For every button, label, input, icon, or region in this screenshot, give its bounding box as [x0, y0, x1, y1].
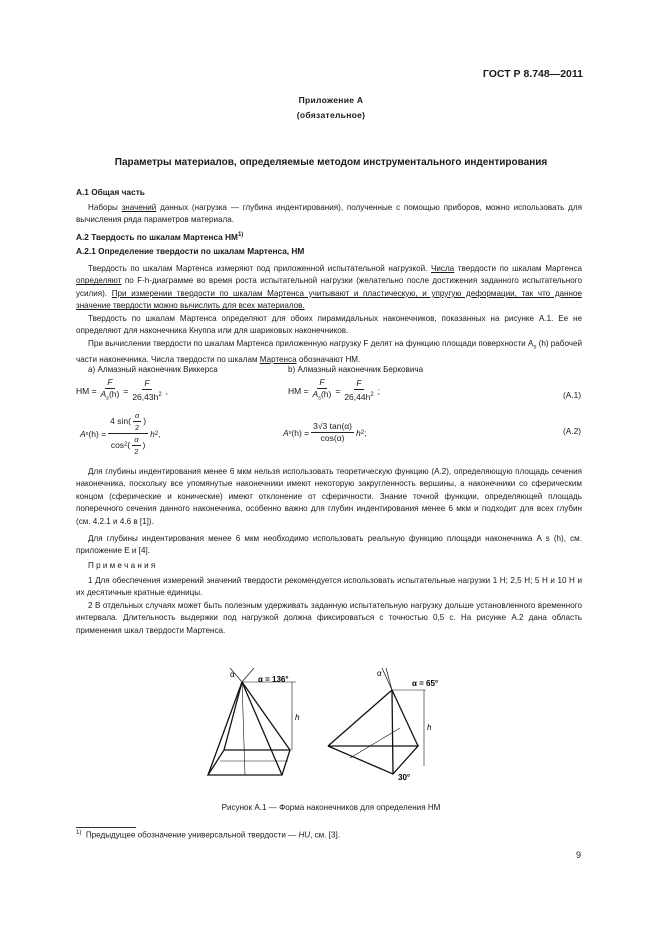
- alpha-right-label: α: [377, 669, 382, 678]
- section-a21-heading: А.2.1 Определение твердости по шкалам Мартенса, НМ: [76, 246, 305, 256]
- equation-number-a2: (A.2): [563, 426, 581, 436]
- angle-label-136: α = 136°: [258, 675, 289, 684]
- page-number: 9: [575, 850, 581, 860]
- paragraph-martens-3: При вычислении твердости по шкалам Мартенса приложенную нагрузку F делят на функцию площади поверхности $A_s$ (h) рабочей части наконечника. Числа твердости по шкалам Мартенса обозначают НМ.: [76, 339, 583, 365]
- case-a-vickers: а) Алмазный наконечник Виккерса: [88, 365, 218, 374]
- alpha-left-label: α: [230, 670, 235, 679]
- annex-title: Приложение А: [298, 95, 364, 105]
- angle-label-65: α = 65°: [412, 679, 439, 688]
- equation-a2-berkovich: A s (h) = $\frac{3√3 \tan(\alpha)}{\cos(\alpha)}$ h 2 ;: [283, 421, 367, 443]
- height-left-label: h: [295, 713, 300, 722]
- case-b-berkovich: b) Алмазный наконечник Берковича: [288, 365, 424, 374]
- section-a1-heading: А.1 Общая часть: [76, 187, 145, 197]
- annex-status: (обязательное): [296, 110, 366, 120]
- standard-code: ГОСТ Р 8.748—2011: [482, 68, 583, 80]
- footnote: $^{1)}$ Предыдущее обозначение универсальной твердости — HU, см. [3].: [76, 830, 340, 840]
- section-a2-heading: А.2 Твердость по шкалам Мартенса НМ$^{1)}$: [76, 231, 244, 242]
- equation-number-a1: (A.1): [563, 390, 581, 400]
- equation-a1-berkovich: HM = $\frac{F}{A_s(h)}$ = $\frac{F}{26,44h^2}$ ;: [288, 377, 381, 403]
- document-title: Параметры материалов, определяемые методом инструментального индентирования: [114, 157, 548, 168]
- equation-a2-vickers: A s (h) = 4 sin ( $\frac{\alpha}{2}$ ) cos 2 ( $\frac{\alpha}{2}$ ) h 2 ,: [80, 411, 161, 456]
- notes-heading: П р и м е ч а н и я: [88, 561, 156, 570]
- note-1: 1 Для обеспечения измерений значений твердости рекомендуется использовать испытательные нагрузки 1 Н; 2,5 Н; 5 Н и 10 Н и их десятичные кратные единицы.: [76, 576, 582, 598]
- angle-label-30: 30°: [398, 773, 411, 782]
- equation-a1-vickers: HM = $\frac{F}{A_s(h)}$ = $\frac{F}{26,43h^2}$ ,: [76, 377, 169, 403]
- paragraph-martens-1: Твердость по шкалам Мартенса измеряют под приложенной испытательной нагрузкой. Числа твердости по шкалам Мартенса определяют по F-h-диаграмме во время роста испытательной нагрузки (желательно после достижения заданного испытательного усилия). При измерении твердости по шкалам Мартенса учитывают и пластическую, и упругую деформации, так что данное значение твердости можно вычислить для всех материалов.: [76, 264, 582, 311]
- figure-caption: Рисунок А.1 — Форма наконечников для определения НМ: [221, 803, 441, 812]
- vickers-pyramid: [208, 668, 296, 775]
- paragraph-depth-1: Для глубины индентирования менее 6 мкм нельзя использовать теоретическую функцию (А.2), определяющую площадь сечения наконечника, поскольку все упомянутые наконечники имеют некоторую закругленность вершины, а наконечники со сферическим концом (сферические и конические) имеют отклонение от сферичности. Знание точной функции, определяющей площадь поперечного сечения данного наконечника, особенно важно для глубин индентирования менее 6 мкм и подходит для всех глубин (см. 4.2.1 и 4.6 в [1]).: [76, 467, 582, 526]
- figure-indenter-shapes: [200, 668, 470, 784]
- paragraph-a1: Наборы значений данных (нагрузка — глубина индентирования), полученные с помощью приборов, можно использовать для вычисления ряда параметров материала.: [76, 203, 582, 225]
- note-2: 2 В отдельных случаях может быть полезным удерживать заданную испытательную нагрузку дольше установленного временного интервала. Длительность выдержки под нагрузкой должна фиксироваться с точностью 0,5 с. На рисунке А.2 дана область применения шкал твердости Мартенса.: [76, 601, 582, 635]
- height-right-label: h: [427, 723, 432, 732]
- paragraph-martens-2: Твердость по шкалам Мартенса определяют для обоих пирамидальных наконечников, показанных на рисунке А.1. Ее не определяют для наконечника Кнуппа или для шариковых наконечников.: [76, 314, 582, 336]
- paragraph-depth-2: Для глубины индентирования менее 6 мкм необходимо использовать реальную функцию площади наконечника A s (h), см. приложение Е и [4].: [76, 534, 582, 556]
- footnote-divider: [76, 827, 136, 828]
